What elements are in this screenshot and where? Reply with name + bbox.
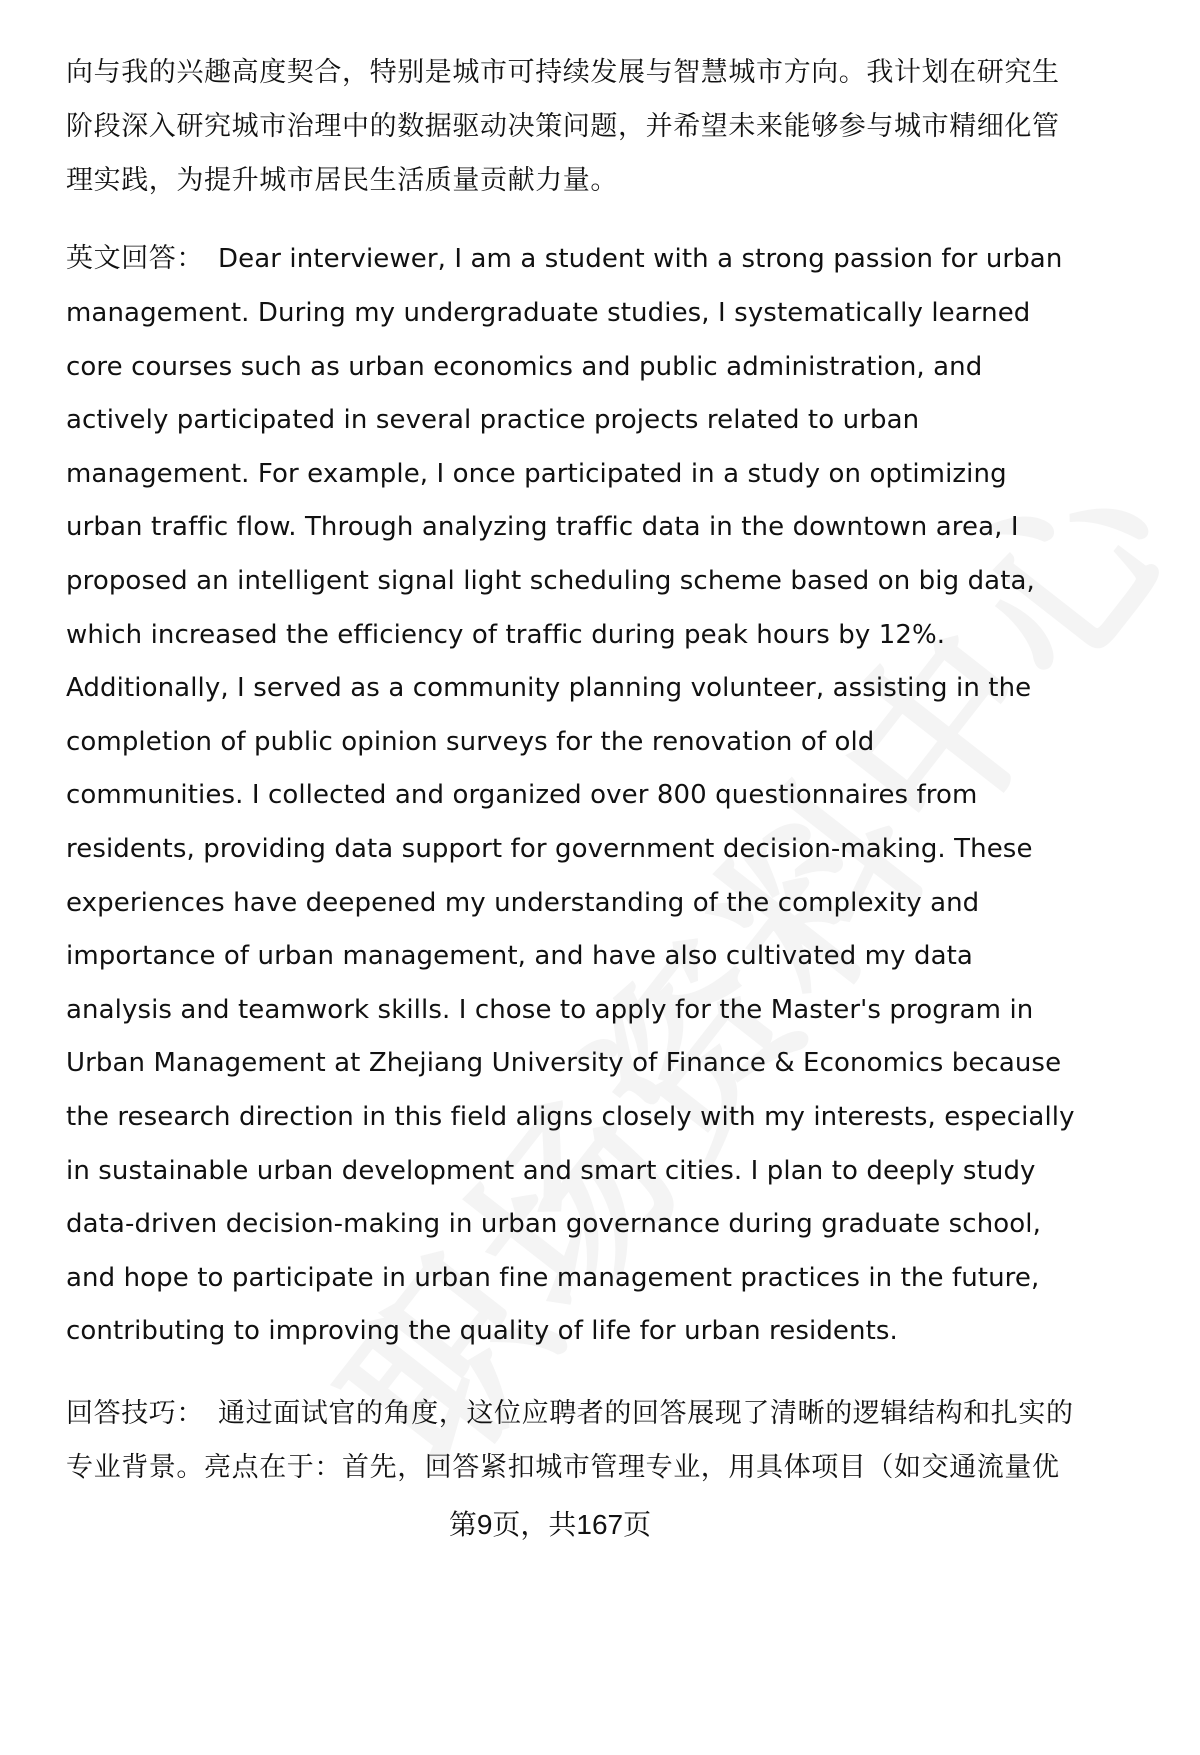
text-line: residents, providing data support for government decision-making. These: [66, 834, 1033, 864]
text-line: 向与我的兴趣高度契合，特别是城市可持续发展与智慧城市方向。我计划在研究生: [66, 57, 1060, 88]
page-indicator: 第9页，共167页: [448, 1509, 652, 1540]
text-line: importance of urban management, and have also cultivated my data: [66, 941, 973, 972]
text-line: [66, 1396, 1074, 1432]
english-answer-first-line: Dear interviewer, I am a student with a strong passion for urban: [218, 244, 1063, 274]
text-line: urban traffic flow. Through analyzing traffic data in the downtown area, I: [66, 512, 1019, 543]
text-line: [66, 241, 1062, 277]
text-line: analysis and teamwork skills. I chose to apply for the Master's program in: [66, 994, 1034, 1025]
text-line: Additionally, I served as a community planning volunteer, assisting in the: [66, 673, 1032, 704]
text-line: experiences have deepened my understanding of the complexity and: [66, 887, 980, 918]
text-line: management. During my undergraduate studies, I systematically learned: [66, 298, 1031, 328]
text-line: Urban Management at Zhejiang University of Finance & Economics because: [66, 1048, 1062, 1079]
text-line: 专业背景。亮点在于：首先，回答紧扣城市管理专业，用具体项目（如交通流量优: [66, 1452, 1060, 1483]
text-line: actively participated in several practice projects related to urban: [66, 405, 920, 436]
text-line: core courses such as urban economics and public administration, and: [66, 351, 983, 382]
text-line: completion of public opinion surveys for the renovation of old: [66, 726, 875, 757]
text-line: which increased the efficiency of traffic during peak hours by 12%.: [66, 619, 946, 650]
text-line: 理实践，为提升城市居民生活质量贡献力量。: [66, 165, 618, 196]
text-line: data-driven decision-making in urban governance during graduate school,: [66, 1209, 1041, 1240]
english-answer-label: 英文回答：: [66, 243, 204, 274]
text-line: the research direction in this field aligns closely with my interests, especially: [66, 1102, 1075, 1132]
text-line: in sustainable urban development and smart cities. I plan to deeply study: [66, 1155, 1036, 1186]
text-line: communities. I collected and organized over 800 questionnaires from: [66, 780, 978, 811]
text-line: 阶段深入研究城市治理中的数据驱动决策问题，并希望未来能够参与城市精细化管: [66, 111, 1060, 142]
answer-tips-first-line: 通过面试官的角度，这位应聘者的回答展现了清晰的逻辑结构和扎实的: [218, 1398, 1074, 1429]
text-line: and hope to participate in urban fine management practices in the future,: [66, 1262, 1040, 1293]
text-line: management. For example, I once participated in a study on optimizing: [66, 458, 1007, 489]
answer-tips-label: 回答技巧：: [66, 1398, 204, 1429]
text-line: contributing to improving the quality of life for urban residents.: [66, 1316, 898, 1347]
text-line: proposed an intelligent signal light scheduling scheme based on big data,: [66, 566, 1035, 596]
